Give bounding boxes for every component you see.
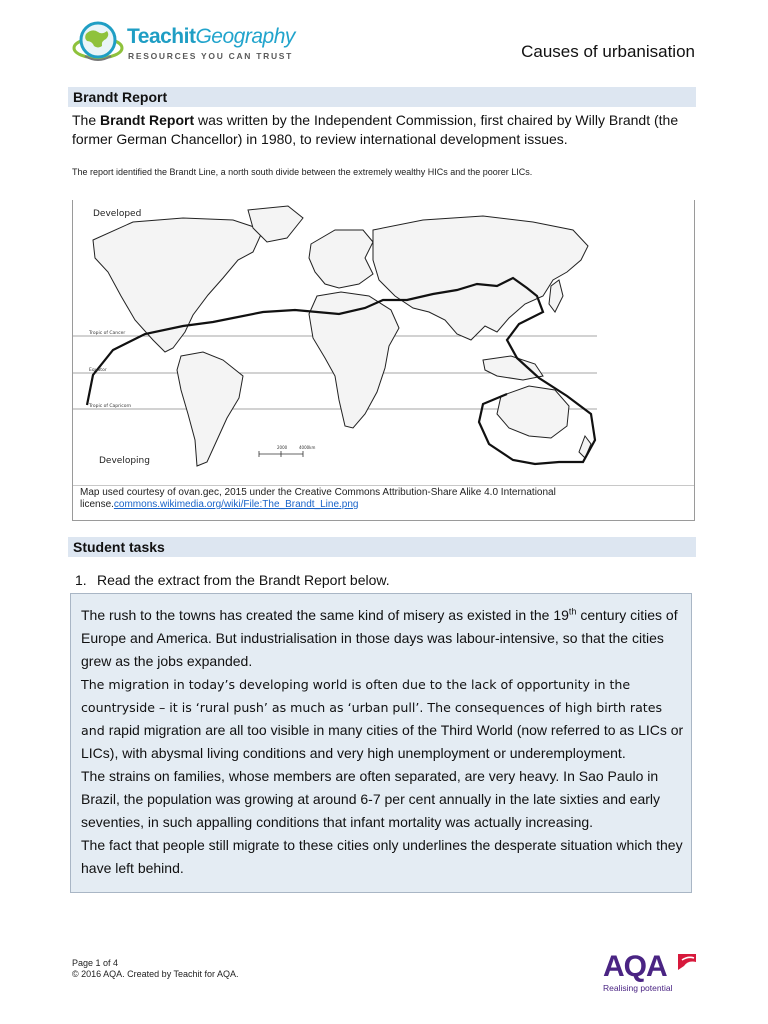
logo-tagline: RESOURCES YOU CAN TRUST (128, 51, 294, 61)
teachit-logo (72, 16, 302, 66)
label-developed: Developed (93, 209, 142, 219)
brandt-extract-box (70, 593, 692, 893)
scale-mid: 2000 (277, 445, 288, 450)
page-footer (72, 958, 239, 980)
brandt-line-map (73, 200, 597, 487)
section-title: Student tasks (73, 539, 165, 555)
globe-icon (72, 16, 124, 66)
document-title: Causes of urbanisation (521, 42, 695, 61)
extract-paragraph-4: The fact that people still migrate to these cities only underlines the desperate situation which they have left behind. (81, 837, 683, 876)
label-equator: Equator (89, 368, 107, 373)
aqa-logo (603, 950, 703, 995)
section-title: Brandt Report (73, 89, 168, 105)
label-tropic-capricorn: Tropic of Capricorn (89, 404, 132, 409)
source-link[interactable]: commons.wikimedia.org/wiki/File:The_Brandt_Line.png (113, 499, 359, 510)
page-number: Page 1 of 4 (72, 958, 119, 968)
extract-paragraph-2: The migration in today’s developing world is often due to the lack of opportunity in the countryside – it is ‘rural push’ as much as ‘urban pull’. The consequences of high birth rates and rapid migration are all too visible in many cities of the Third World (now referred to as LICs or LICs), with abysmal living conditions and very high unemployment or underemployment. (81, 677, 684, 761)
aqa-wordmark: AQA (603, 950, 667, 983)
section-bar-tasks (68, 537, 696, 557)
caption-divider (73, 485, 694, 486)
task-number: 1. (75, 572, 87, 588)
copyright: © 2016 AQA. Created by Teachit for AQA. (72, 969, 239, 979)
aqa-tagline: Realising potential (603, 983, 673, 993)
task-1 (75, 572, 390, 588)
task-text: Read the extract from the Brandt Report below. (97, 572, 390, 588)
aqa-flag-icon (676, 952, 698, 972)
label-developing: Developing (99, 456, 150, 466)
bold-term: Brandt Report (100, 112, 195, 128)
map-caption: Map used courtesy of ovan.gec, 2015 under the Creative Commons Attribution-Share Alike 4.0 International license.commons.wikimedia.org/wiki/File:The_Brandt_Line.png (80, 487, 556, 510)
label-tropic-cancer: Tropic of Cancer (89, 331, 126, 336)
logo-wordmark: TeachitGeography (127, 25, 295, 48)
brandt-map-figure (72, 200, 695, 521)
intro-paragraph: The Brandt Report was written by the Independent Commission, first chaired by Willy Brandt (the former German Chancellor) in 1980, to review international development issues. (72, 112, 679, 147)
extract-paragraph-1: The rush to the towns has created the same kind of misery as existed in the 19th century cities of Europe and America. But industrialisation in those days was labour-intensive, so that the cities grew as the jobs expanded. (81, 606, 678, 669)
section-bar-brandt (68, 87, 696, 107)
extract-paragraph-3: The strains on families, whose members are often separated, are very heavy. In Sao Paulo in Brazil, the population was growing at around 6-7 per cent annually in the late sixties and early seventies, in such appalling conditions that infant mortality was actually increasing. (81, 768, 661, 830)
scale-end: 4000km (299, 445, 316, 450)
brandt-line-note: The report identified the Brandt Line, a north south divide between the extremely wealthy HICs and the poorer LICs. (72, 167, 533, 177)
